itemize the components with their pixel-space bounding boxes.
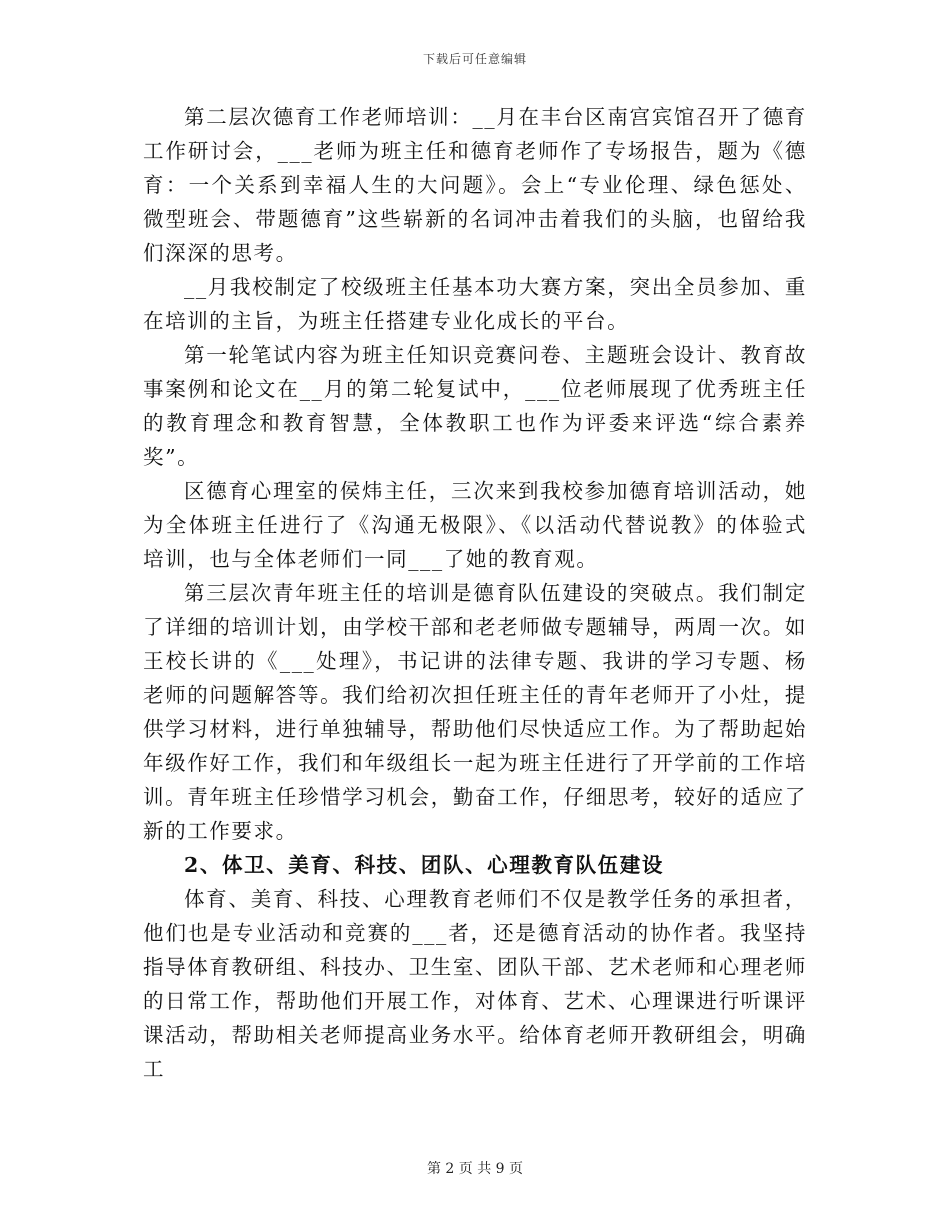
paragraph: 第一轮笔试内容为班主任知识竞赛问卷、主题班会设计、教育故事案例和论文在__月的第二轮复试中，___位老师展现了优秀班主任的教育理念和教育智慧，全体教职工也作为评委来评选“综合素养奖”。 [143, 343, 807, 469]
paragraph: __月我校制定了校级班主任基本功大赛方案，突出全员参加、重在培训的主旨，为班主任搭建专业化成长的平台。 [143, 275, 807, 333]
page-header-note: 下载后可任意编辑 [422, 52, 527, 66]
paragraph: 体育、美育、科技、心理教育老师们不仅是教学任务的承担者，他们也是专业活动和竞赛的___者，还是德育活动的协作者。我坚持指导体育教研组、科技办、卫生室、团队干部、艺术老师和心理老师的日常工作，帮助他们开展工作，对体育、艺术、心理课进行听课评课活动，帮助相关老师提高业务水平。给体育老师开教研组会，明确工 [143, 887, 807, 1081]
document-body [143, 100, 807, 1086]
paragraph: 第三层次青年班主任的培训是德育队伍建设的突破点。我们制定了详细的培训计划，由学校干部和老老师做专题辅导，两周一次。如王校长讲的《___处理》，书记讲的法律专题、我讲的学习专题、杨老师的问题解答等。我们给初次担任班主任的青年老师开了小灶，提供学习材料，进行单独辅导，帮助他们尽快适应工作。为了帮助起始年级作好工作，我们和年级组长一起为班主任进行了开学前的工作培训。青年班主任珍惜学习机会，勤奋工作，仔细思考，较好的适应了新的工作要求。 [143, 581, 807, 843]
paragraph: 第二层次德育工作老师培训：__月在丰台区南宫宾馆召开了德育工作研讨会，___老师为班主任和德育老师作了专场报告，题为《德育：一个关系到幸福人生的大问题》。会上“专业伦理、绿色惩处、微型班会、带题德育”这些崭新的名词冲击着我们的头脑，也留给我们深深的思考。 [143, 105, 807, 265]
page-number: 第 2 页 共 9 页 [426, 1161, 524, 1177]
section-heading: 2、体卫、美育、科技、团队、心理教育队伍建设 [184, 853, 664, 877]
paragraph: 区德育心理室的侯炜主任，三次来到我校参加德育培训活动，她为全体班主任进行了《沟通无极限》、《以活动代替说教》的体验式培训，也与全体老师们一同___了她的教育观。 [143, 479, 807, 571]
